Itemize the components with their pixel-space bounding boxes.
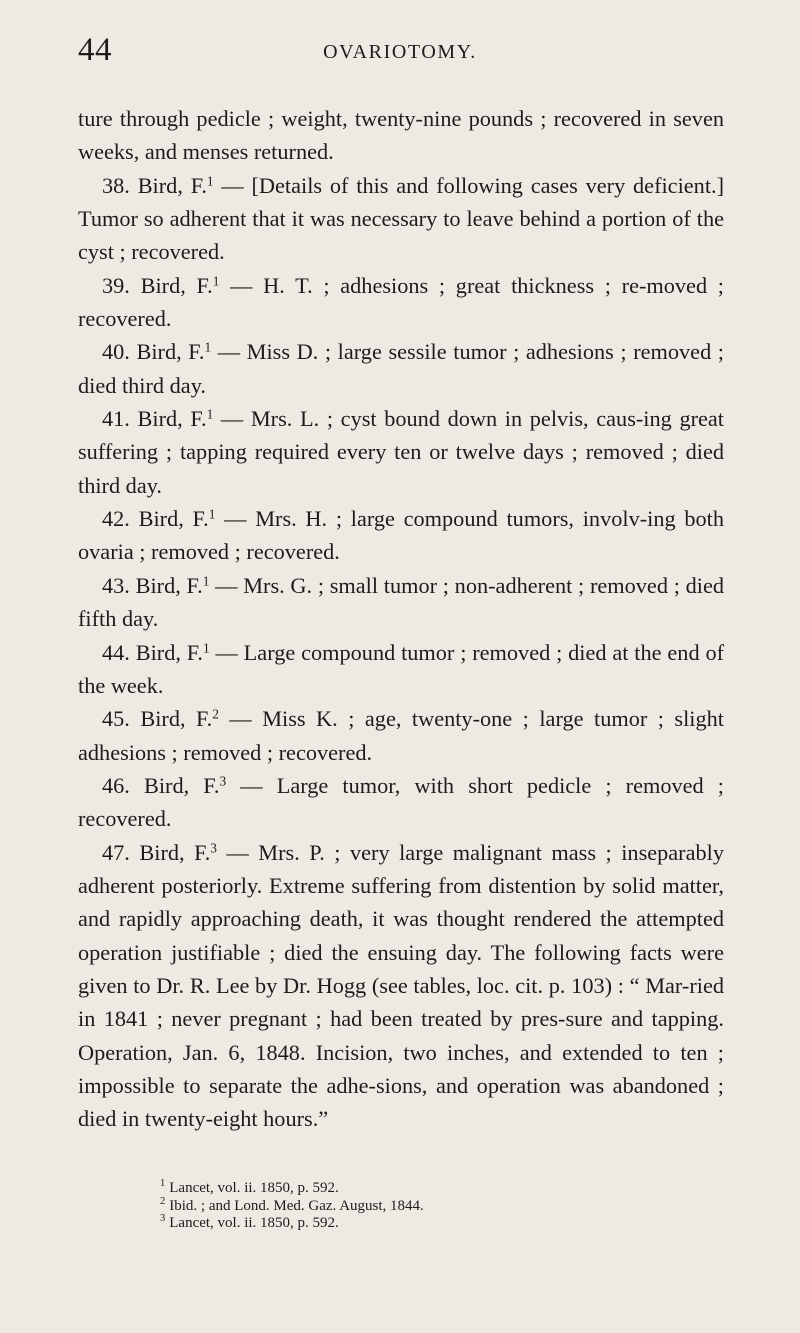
case-details: — Large compound tumor ; removed ; died at the end of the week. — [78, 639, 725, 698]
footnote-ref: 1 — [206, 173, 214, 189]
case-surgeon: Bird, F. — [137, 172, 207, 198]
footnote-text: Ibid. ; and Lond. Med. Gaz. August, 1844. — [169, 1197, 424, 1214]
case-surgeon: Bird, F. — [143, 772, 220, 798]
running-head: OVARIOTOMY. — [323, 41, 477, 63]
footnote-ref: 3 — [210, 840, 217, 856]
case-details: — Mrs. L. ; cyst bound down in pelvis, caus-ing great suffering ; tapping required every ten or twelve days ; removed ; died third day. — [78, 406, 725, 498]
footnotes — [160, 1180, 720, 1233]
case-entry — [78, 569, 724, 636]
case-entry — [78, 502, 724, 569]
footnote-ref: 1 — [203, 640, 210, 656]
case-details: — H. T. ; adhesions ; great thickness ; re-moved ; recovered. — [78, 272, 725, 332]
case-entry — [78, 636, 724, 703]
case-entry — [78, 169, 724, 269]
case-number: 43. — [102, 572, 130, 598]
footnote-ref: 1 — [204, 340, 212, 356]
page-number: 44 — [78, 32, 112, 68]
footnote-mark: 1 — [160, 1178, 166, 1190]
case-details: — Miss D. ; large sessile tumor ; adhesions ; removed ; died third day. — [78, 339, 725, 398]
case-surgeon: Bird, F. — [135, 572, 203, 598]
case-entry — [78, 702, 724, 769]
case-number: 41. — [102, 406, 130, 432]
case-details: — Mrs. G. ; small tumor ; non-adherent ; removed ; died fifth day. — [78, 572, 725, 632]
case-entry — [78, 402, 724, 502]
case-surgeon: Bird, F. — [135, 639, 203, 665]
case-surgeon: Bird, F. — [138, 506, 209, 532]
case-surgeon: Bird, F. — [136, 339, 205, 365]
case-number: 44. — [102, 639, 130, 665]
case-details: — Miss K. ; age, twenty-one ; large tumor ; slight adhesions ; removed ; recovered. — [78, 706, 724, 765]
footnote-ref: 1 — [202, 573, 210, 589]
case-number: 42. — [102, 506, 130, 532]
case-entry — [78, 335, 724, 402]
continuation-paragraph: ture through pedicle ; weight, twenty-nine pounds ; recovered in seven weeks, and menses returned. — [78, 106, 724, 165]
case-surgeon: Bird, F. — [139, 839, 211, 865]
case-list — [78, 169, 724, 1136]
footnote-ref: 1 — [206, 406, 214, 422]
footnote — [160, 1180, 720, 1198]
footnote-text: Lancet, vol. ii. 1850, p. 592. — [169, 1180, 339, 1196]
case-number: 47. — [102, 839, 130, 865]
footnote-ref: 2 — [212, 706, 219, 722]
case-surgeon: Bird, F. — [137, 406, 207, 432]
footnote-ref: 3 — [219, 773, 227, 789]
footnote-ref: 1 — [212, 273, 220, 289]
case-details: — Mrs. P. ; very large malignant mass ; inseparably adherent posteriorly. Extreme suffering from distention by solid matter, and rapidly approaching death, it was thought rendered the attempted operation justifiable ; died the ensuing day. The following facts were given to Dr. R. Lee by Dr. Hogg (see tables, loc. cit. p. 103) : “ Mar-ried in 1841 ; never pregnant ; had been treated by pres-sure and tapping. Operation, Jan. 6, 1848. Incision, two inches, and extended to ten ; impossible to separate the adhe-sions, and operation was abandoned ; died in twenty-eight hours.” — [78, 839, 724, 1132]
case-entry — [78, 269, 724, 336]
case-number: 40. — [102, 339, 130, 365]
case-surgeon: Bird, F. — [140, 272, 213, 298]
case-entry — [78, 769, 724, 836]
footnote-text: Lancet, vol. ii. 1850, p. 592. — [169, 1215, 339, 1231]
case-entry — [78, 836, 724, 1136]
footnote — [160, 1215, 720, 1233]
footnote-mark: 3 — [160, 1213, 166, 1225]
footnote-mark: 2 — [160, 1195, 166, 1207]
case-details: — Large tumor, with short pedicle ; removed ; recovered. — [78, 772, 724, 832]
case-surgeon: Bird, F. — [140, 706, 213, 732]
body-text — [78, 102, 724, 1136]
case-details: — [Details of this and following cases very deficient.] Tumor so adherent that it was necessary to leave behind a portion of the cyst ; recovered. — [78, 172, 725, 265]
footnote — [160, 1195, 720, 1216]
case-number: 39. — [102, 272, 130, 298]
footnote-ref: 1 — [208, 506, 216, 522]
case-number: 45. — [102, 706, 130, 732]
page-header — [78, 30, 722, 70]
case-number: 46. — [102, 772, 130, 798]
case-details: — Mrs. H. ; large compound tumors, involv-ing both ovaria ; removed ; recovered. — [78, 506, 724, 565]
case-number: 38. — [102, 172, 130, 198]
